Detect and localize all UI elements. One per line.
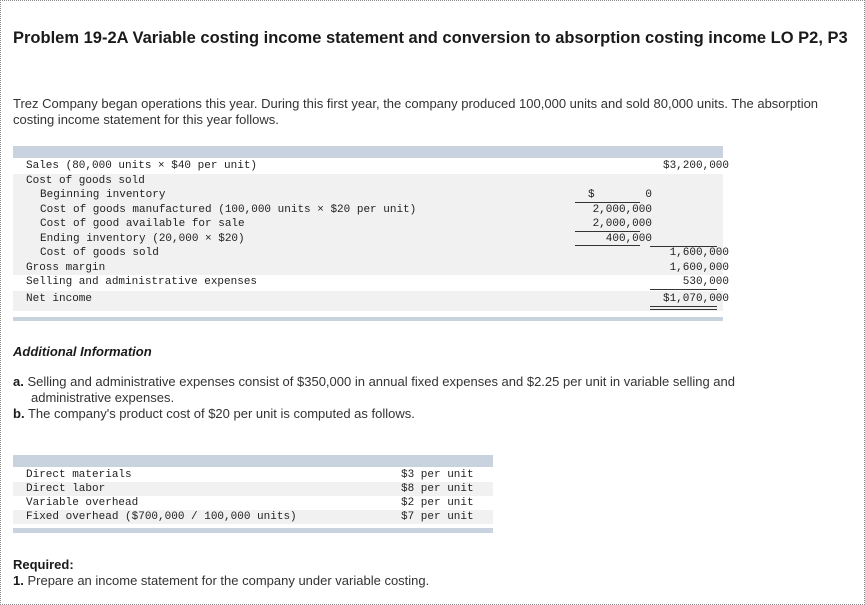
table-row — [13, 261, 729, 276]
row-value: 1,600,000 — [669, 247, 729, 259]
table-row — [13, 275, 729, 290]
row-value: 0 — [645, 189, 652, 201]
table-row — [13, 159, 729, 174]
income-table-footer-bar — [13, 317, 723, 321]
row-value: 2,000,000 — [592, 218, 652, 230]
income-table-header-bar — [13, 146, 723, 158]
row-value: $8 per unit — [401, 483, 474, 495]
row-label: Selling and administrative expenses — [26, 276, 258, 288]
intro-paragraph: Trez Company began operations this year. During this first year, the company produced 100,000 units and sold 80,000 units. The absorption costing income statement for this year follows. — [13, 96, 819, 127]
row-label: Beginning inventory — [40, 189, 166, 201]
row-label: Ending inventory (20,000 × $20) — [40, 232, 245, 245]
item-letter: a. — [13, 374, 24, 389]
table-row — [13, 496, 493, 510]
problem-title: Problem 19-2A Variable costing income statement and conversion to absorption costing income LO P2, P3 — [13, 29, 848, 47]
table-row — [13, 188, 723, 203]
row-value: 2,000,000 — [592, 203, 652, 216]
row-value: $3 per unit — [401, 469, 474, 481]
row-label: Cost of goods sold — [40, 247, 159, 259]
table-row — [13, 217, 723, 232]
row-label: Direct labor — [26, 483, 106, 495]
double-underline — [650, 306, 717, 310]
table-row — [13, 203, 723, 218]
underline — [575, 231, 640, 232]
info-item-b — [13, 406, 833, 422]
item-text-continued: administrative expenses. — [31, 390, 175, 405]
table-row — [13, 232, 723, 247]
row-label: Variable overhead — [26, 497, 139, 509]
item-text: Prepare an income statement for the company under variable costing. — [27, 573, 430, 588]
cost-table-footer-bar — [13, 528, 493, 533]
item-text: The company's product cost of $20 per unit is computed as follows. — [27, 406, 415, 421]
row-label: Net income — [26, 293, 93, 305]
cost-table-header-bar — [13, 455, 493, 467]
row-label: Cost of goods manufactured (100,000 units × $20 per unit) — [40, 203, 417, 216]
row-value: 400,000 — [605, 232, 652, 245]
row-label: Direct materials — [26, 469, 132, 481]
table-row — [13, 482, 493, 496]
table-row — [13, 510, 493, 524]
row-label: Cost of good available for sale — [40, 218, 245, 230]
row-label: Fixed overhead ($700,000 / 100,000 units) — [26, 511, 297, 523]
row-value: 1,600,000 — [669, 261, 729, 274]
table-row — [13, 468, 493, 482]
item-letter: b. — [13, 406, 25, 421]
required-heading: Required: — [13, 557, 74, 572]
table-row — [13, 246, 729, 261]
row-value: $2 per unit — [401, 497, 474, 509]
row-label: Sales (80,000 units × $40 per unit) — [26, 160, 258, 172]
row-value: $1,070,000 — [662, 293, 729, 305]
underline — [575, 245, 640, 246]
row-label: Gross margin — [26, 261, 106, 274]
row-label: Cost of goods sold — [26, 174, 145, 187]
dollar-sign: $ — [588, 189, 595, 201]
row-value: 530,000 — [682, 276, 729, 288]
underline — [575, 202, 640, 203]
table-row — [13, 174, 723, 189]
row-value: $7 per unit — [401, 511, 474, 523]
additional-info-heading: Additional Information — [13, 344, 152, 359]
info-item-a — [13, 374, 833, 406]
underline — [650, 289, 717, 290]
table-row — [13, 291, 729, 311]
required-item-1 — [13, 573, 429, 588]
row-value: $3,200,000 — [662, 160, 729, 172]
item-text: Selling and administrative expenses consist of $350,000 in annual fixed expenses and $2.25 per unit in variable selling and — [27, 374, 735, 389]
item-number: 1. — [13, 573, 24, 588]
underline — [650, 246, 717, 247]
